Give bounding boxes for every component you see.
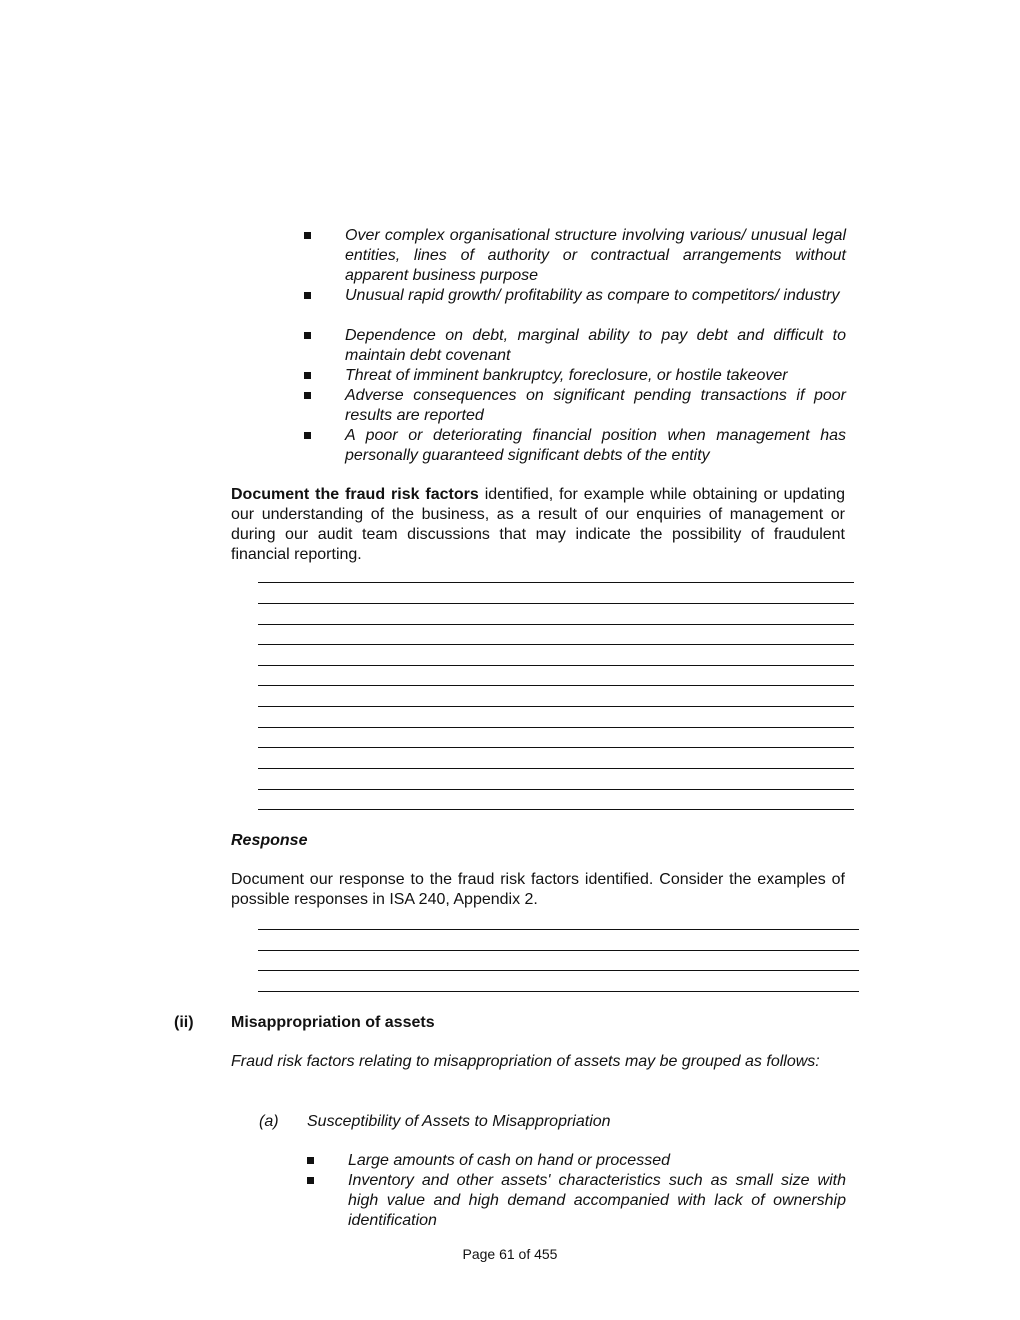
page-number: Page 61 of 455 xyxy=(462,1246,558,1262)
writing-line[interactable] xyxy=(258,644,854,645)
list-item: Adverse consequences on significant pending transactions if poor results are reported xyxy=(345,387,846,424)
response-instruction: Document our response to the fraud risk factors identified. Consider the examples of possible responses in ISA 240, Appendix 2. xyxy=(231,871,845,908)
writing-line[interactable] xyxy=(258,809,854,810)
writing-line[interactable] xyxy=(258,950,859,951)
document-instruction-paragraph xyxy=(231,485,845,565)
writing-line[interactable] xyxy=(258,665,854,666)
writing-line[interactable] xyxy=(258,970,859,971)
list-item: A poor or deteriorating financial position when management has personally guaranteed significant debts of the entity xyxy=(345,427,846,464)
section-intro: Fraud risk factors relating to misappropriation of assets may be grouped as follows: xyxy=(231,1053,820,1070)
list-item: Inventory and other assets' characteristics such as small size with high value and high demand accompanied with lack of ownership identification xyxy=(348,1172,846,1229)
writing-line[interactable] xyxy=(258,747,854,748)
writing-line[interactable] xyxy=(258,929,859,930)
section-number: (ii) xyxy=(174,1014,194,1031)
bullet-marker xyxy=(307,1177,314,1184)
subsection-title: Susceptibility of Assets to Misappropriation xyxy=(307,1113,611,1130)
document-instruction-text: identified, for example while obtaining or updating our understanding of the business, as a result of our enquiries of management or during our audit team discussions that may indicate the possibility of fraudulent financial reporting. xyxy=(231,486,846,563)
writing-line[interactable] xyxy=(258,727,854,728)
writing-line[interactable] xyxy=(258,991,859,992)
list-item: Unusual rapid growth/ profitability as compare to competitors/ industry xyxy=(345,287,840,304)
writing-line[interactable] xyxy=(258,768,854,769)
list-item: Dependence on debt, marginal ability to pay debt and difficult to maintain debt covenant xyxy=(345,327,846,364)
bullet-marker xyxy=(304,292,311,299)
writing-line[interactable] xyxy=(258,706,854,707)
bullet-marker xyxy=(304,392,311,399)
bullet-marker xyxy=(307,1157,314,1164)
writing-line[interactable] xyxy=(258,603,854,604)
section-title: Misappropriation of assets xyxy=(231,1014,435,1031)
writing-line[interactable] xyxy=(258,685,854,686)
subsection-label: (a) xyxy=(259,1113,279,1130)
bullet-marker xyxy=(304,372,311,379)
bullet-marker xyxy=(304,232,311,239)
list-item: Over complex organisational structure involving various/ unusual legal entities, lines of authority or contractual arrangements without apparent business purpose xyxy=(345,227,846,284)
bullet-marker xyxy=(304,332,311,339)
response-heading: Response xyxy=(231,832,308,849)
writing-line[interactable] xyxy=(258,789,854,790)
list-item: Threat of imminent bankruptcy, foreclosure, or hostile takeover xyxy=(345,367,788,384)
writing-line[interactable] xyxy=(258,582,854,583)
writing-line[interactable] xyxy=(258,624,854,625)
document-instruction-bold: Document the fraud risk factors xyxy=(231,486,479,503)
list-item: Large amounts of cash on hand or processed xyxy=(348,1152,670,1169)
bullet-marker xyxy=(304,432,311,439)
